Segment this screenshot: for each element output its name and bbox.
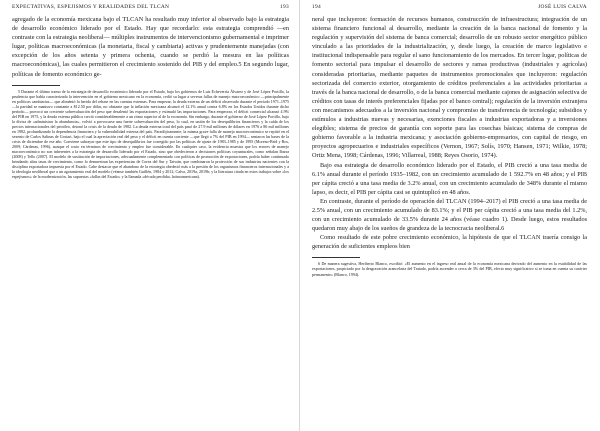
left-body-text [12, 15, 289, 79]
body-paragraph: agregado de la economía mexicana bajo el TLCAN ha resultado muy inferior al observado bajo la estrategia de desarrollo económico liderado por el Estado. Hay que recordarlo: esta estrategia comprendió —en contraste con la estrategia neoliberal— múltiples instrumentos de intervencionismo gubernamental e imprimer lugar, políticas macroeconómicas (la monetaria, fiscal y cambiaria) activas y prudentemente manejadas (con excepción de los años setenta y primera ochenta, cuando se perdió la mesura en las políticas macroeconómicas), las cuales permitieron el crecimiento sostenido del PIB y del empleo.5 En segundo lugar, políticas de fomento económico ge- [12, 16, 289, 78]
running-head-left: EXPECTATIVAS, ESPEJISMOS Y REALIDADES DEL TLCAN [12, 4, 170, 10]
footnote-rule [12, 85, 60, 86]
body-paragraph: Bajo esa estrategia de desarrollo económico liderado por el Estado, el PIB creció a una tasa media de 6.1% anual durante el período 1935–1982, con un crecimiento acumulado de 1 592.7% en 48 años; y el PIB per cápita creció a una tasa media de 3.2% anual, con un crecimiento acumulado de 348% durante el mismo lapso, es decir, el PIB per cápita casi se quintuplicó en 48 años. [312, 161, 587, 196]
body-paragraph: neral que incluyeron: formación de recursos humanos, construcción de infraestructura; integración de un sistema financiero funcional al desarrollo, mediante la creación de la banca nacional de fomento y la regulación y supervisión del sistema de banca comercial; desarrollo de un robusto sector energético público vinculado a las prioridades de la industrialización, y, desde luego, la creación de marco legislativo e institucional indispensable para regular el sano funcionamiento de los mercados. En tercer lugar, políticas de fomento sectorial para impulsar el desarrollo de sectores y ramas productivas (industriales y agrícolas) consideradas prioritarias, mediante paquetes de instrumentos promocionales que incluyeron: regulación sectorizada del comercio exterior, otorgamiento de créditos preferenciales a las actividades prioritarias a través de la banca nacional de desarrollo, o de la banca comercial mediante cajones de asignación selectiva de créditos con tasas de interés preferenciales fijadas por el banco central); regulación de la inversión extranjera con mecanismos adecuados a la inversión nacional y compromiso de transferencia de tecnología; subsidios y estímulos a industrias nuevas y necesarias, exenciones fiscales a industrias exportadoras y a inversiones elegibles; sistema de precios de garantía con soporte para las cosechas básicas; sistema de compras de gobierno favorable a la industria mexicana; y asociación gobierno-empresarios, con capital de riesgo, en proyectos agropecuarios e industriales específicos (Vernon, 1967; Solís, 1970; Hansen, 1971; Wilkie, 1978; Ortiz Mena, 1998; Cárdenas, 1996; Villarreal, 1988; Reyes Osorio, 1974). [312, 16, 587, 160]
right-page [300, 0, 600, 431]
footnote-rule [312, 257, 360, 258]
right-page-header [312, 4, 587, 13]
footnote-6: 6 De manera sugestiva, Heriberto Blanco, escribió: «El aumento en el ingreso real anual de la economía mexicana derivado del aumento en la estabilidad de las exportaciones, propiciado por la desgravación arancelaria del Tratado, podría ascender a cerca de 3% del PIB, efecto muy significativo si se toma en cuenta su carácter permanente» (Blanco, 1994). [312, 261, 587, 277]
running-head-right: JOSÉ LUIS CALVA [538, 4, 587, 10]
footnote-5: 5 Durante el último tramo de la estrategia de desarrollo económico liderado por el Estado, bajo los gobiernos de Luis Echeverría Álvarez y de José López Portillo, la prudencia que había caracterizado la intervención en el gobierno mexicano en la economía, cedió su lugar a severas fallas de manejo macroeconómico —principalmente en políticas cambiarias— que aliméntó la herida del rebase en las cuentas externas. Para empezar, la deuda externa de un déficit observado durante el período 1971–1975 —la paridad se mantuvo constante a $12.50 por dólar, no obstante que la inflación mexicana alcanzó el 12.1% anual contra 6.8% en los Estados Unidos durante dicho período— provocó un creciente sobrevaluación del peso que desalentó las exportaciones y estimuló las importaciones. Para empeorar, el déficit comercial alcanzó 4.9% del PIB en 1975, y la deuda externa pública creció considerablemente a un ritmo superior al de la economía. Sin embargo, durante el gobierno de José López Portillo, bajo la divisa de «administrar la abundancia», volvió a provocarse una fuerte sobrevaluación del peso, lo cual, en unión de los desequilibrios financieros y la caída de los precios internacionales del petróleo, detonó la crisis de la deuda de 1982. La deuda externa total del país pasó de 27.9 mil millones de dólares en 1976 a 86 mil millones en 1982, profundizando la dependencia financiera y la vulnerabilidad externa del país. Paradójicamente, la misma grave falla de manejo macroeconómico se repitió en el sexenio de Carlos Salinas de Gortari, bajo el cual la apreciación real del peso y el déficit en cuenta corriente —que llegó a 7% del PIB en 1994— sentaron las bases de la crisis de diciembre de ese año. Conviene subrayar que este tipo de desequilibrios fue corregido por las políticas de ajuste de 1983–1985 y de 1995 (Moreno-Brid y Ros, 2009; Cárdenas, 1996), aunque el costo en términos de crecimiento y empleo fue considerable. En cualquier caso, la evidencia muestra que los errores de manejo macroeconómico no son inherentes a la estrategia de desarrollo liderado por el Estado, sino que obedecieron a decisiones políticas coyunturales, como señalan Ibarra (2008) y Tello (2007). El modelo de sustitución de importaciones, adecuadamente complementado con políticas de promoción de exportaciones, podría haber continuado brindando altas tasas de crecimiento, como lo demuestran las experiencias de Corea del Sur y Taiwán, que combinaron la protección de sus industrias nacientes con la disciplina exportadora impuesta por el Estado. Cabe destacar que el abandono de la estrategia obedeció más a la presión de los organismos financieros internacionales y a la ideología neoliberal que a un agotamiento real del modelo (véanse también Guillén, 1984 y 2012; Calva, 2019a, 2019b; y la literatura citada en estos trabajos sobre «los espejismos» de la modernización, las supuestas «fallas del Estado» y la llamada «década perdida» latinoamericana). [12, 88, 289, 180]
left-footnotes [12, 89, 289, 180]
body-paragraph: En contraste, durante el período de operación del TLCAN (1994–2017) el PIB creció a una tasa media de 2.5% anual, con un crecimiento acumulado de 83.1%; y el PIB per cápita creció a una tasa media del 1.2%, con un crecimiento acumulado de 33.5% durante 24 años (véase cuadro 1). Desde luego, estos resultados quedaron muy abajo de los sueños de grandeza de la tecnocracia neoliberal.6 [312, 197, 587, 233]
left-page-header [12, 4, 289, 13]
page-number-left: 193 [280, 4, 289, 10]
body-paragraph: Como resultado de este pobre crecimiento económico, la hipótesis de que el TLCAN traería consigo la generación de suficientes empleos bien [312, 234, 587, 251]
right-footnotes [312, 261, 587, 276]
page-number-right: 194 [312, 4, 321, 10]
right-body-text [312, 15, 587, 251]
